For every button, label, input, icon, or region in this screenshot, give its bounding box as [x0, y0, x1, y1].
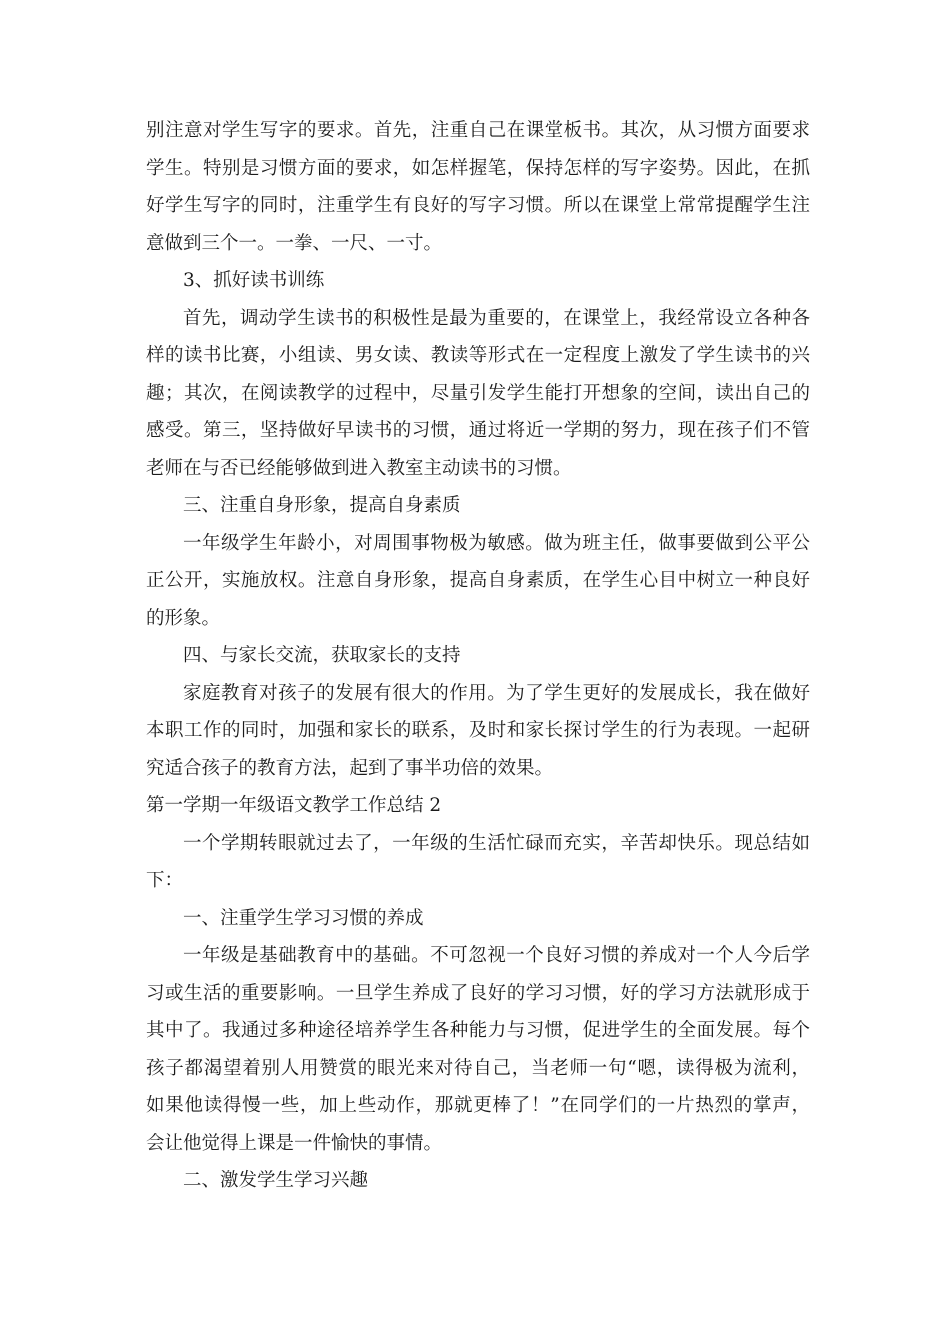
section-heading: 3、抓好读书训练 — [183, 270, 325, 291]
body-text-line: 首先，调动学生读书的积极性是最为重要的，在课堂上，我经常设立各种各 — [183, 307, 810, 329]
body-text-line: 的形象。 — [146, 607, 221, 629]
body-text-line: 孩子都渴望着别人用赞赏的眼光来对待自己，当老师一句“嗯，读得极为流利， — [146, 1057, 810, 1079]
body-text-line: 感受。第三，坚持做好早读书的习惯，通过将近一学期的努力，现在孩子们不管 — [146, 420, 810, 441]
body-text-line: 一个学期转眼就过去了，一年级的生活忙碌而充实，辛苦却快乐。现总结如 — [183, 832, 810, 854]
body-text-line: 一年级学生年龄小，对周围事物极为敏感。做为班主任，做事要做到公平公 — [183, 532, 810, 554]
section-heading: 二、激发学生学习兴趣 — [183, 1170, 369, 1191]
body-text-line: 趣；其次，在阅读教学的过程中，尽量引发学生能打开想象的空间，读出自己的 — [146, 382, 810, 404]
body-text-line: 下： — [146, 870, 184, 891]
section-heading: 一、注重学生学习习惯的养成 — [183, 907, 424, 929]
body-text-line: 好学生写字的同时，注重学生有良好的写字习惯。所以在课堂上常常提醒学生注 — [146, 195, 810, 216]
document-page — [146, 112, 810, 1200]
body-text-line: 老师在与否已经能够做到进入教室主动读书的习惯。 — [146, 457, 572, 479]
body-text-line: 会让他觉得上课是一件愉快的事情。 — [146, 1132, 443, 1154]
body-text-line: 家庭教育对孩子的发展有很大的作用。为了学生更好的发展成长，我在做好 — [183, 682, 810, 704]
body-text-line: 正公开，实施放权。注意自身形象，提高自身素质，在学生心目中树立一种良好 — [146, 570, 810, 591]
body-text-line: 学生。特别是习惯方面的要求，如怎样握笔，保持怎样的写字姿势。因此，在抓 — [146, 157, 810, 179]
body-text-line: 别注意对学生写字的要求。首先，注重自己在课堂板书。其次，从习惯方面要求 — [146, 120, 810, 141]
body-text-line: 其中了。我通过多种途径培养学生各种能力与习惯，促进学生的全面发展。每个 — [146, 1020, 810, 1041]
body-text-line: 意做到三个一。一拳、一尺、一寸。 — [146, 232, 443, 254]
body-text-line: 样的读书比赛，小组读、男女读、教读等形式在一定程度上激发了学生读书的兴 — [146, 345, 810, 366]
body-text-line: 本职工作的同时，加强和家长的联系，及时和家长探讨学生的行为表现。一起研 — [146, 720, 810, 741]
body-text-line: 如果他读得慢一些，加上些动作，那就更棒了！”在同学们的一片热烈的掌声， — [146, 1095, 810, 1116]
section-heading: 三、注重自身形象，提高自身素质 — [183, 495, 461, 516]
body-text-line: 究适合孩子的教育方法，起到了事半功倍的效果。 — [146, 757, 554, 779]
body-text-line: 习或生活的重要影响。一旦学生养成了良好的学习习惯，好的学习方法就形成于 — [146, 982, 810, 1004]
document-title: 第一学期一年级语文教学工作总结 2 — [146, 795, 442, 816]
body-text-line: 一年级是基础教育中的基础。不可忽视一个良好习惯的养成对一个人今后学 — [183, 945, 810, 966]
section-heading: 四、与家长交流，获取家长的支持 — [183, 645, 461, 666]
